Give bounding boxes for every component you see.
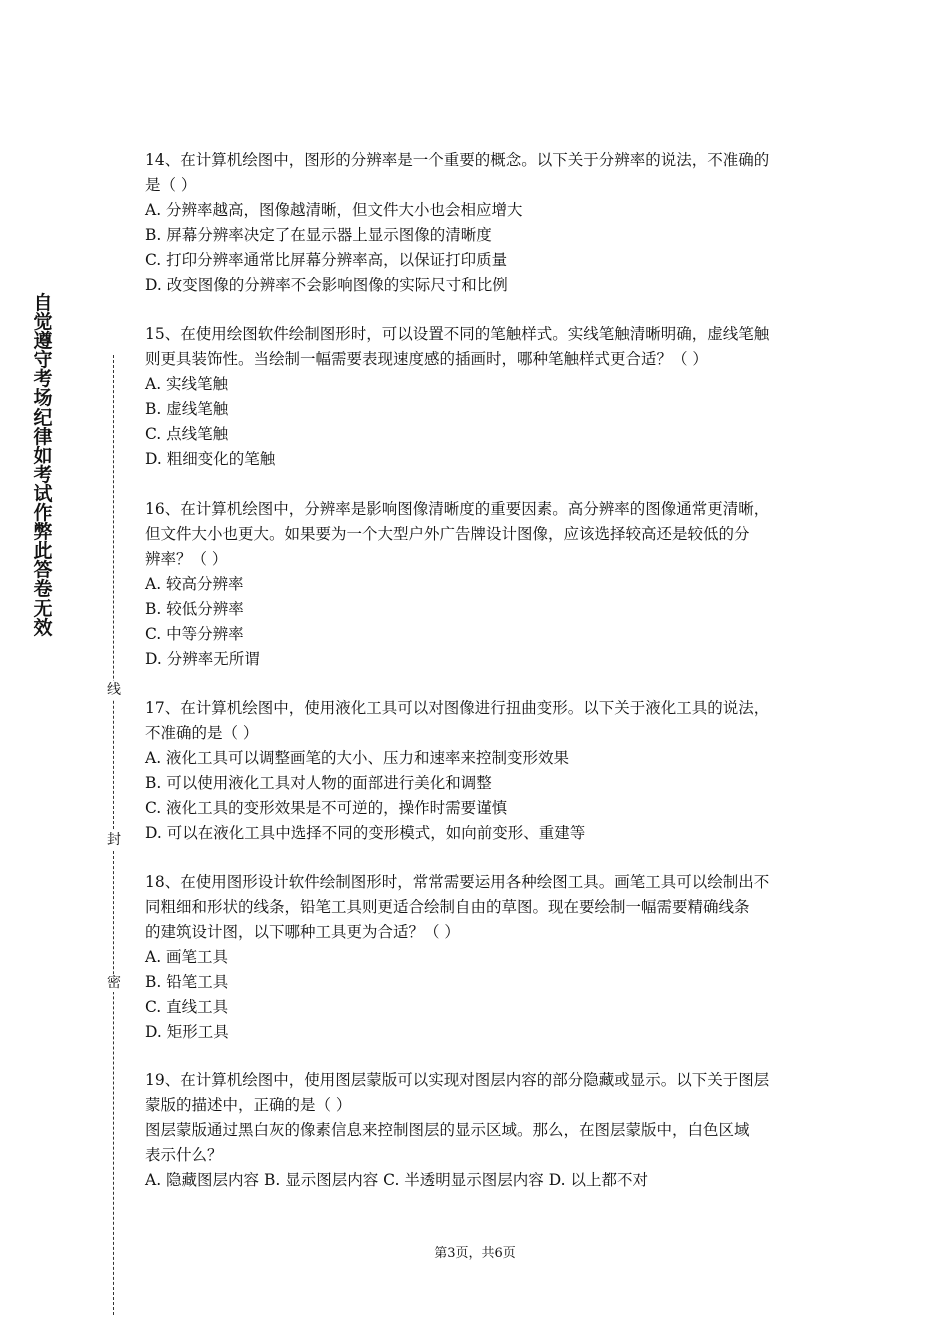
question-stem: 蒙版的描述中，正确的是（ ）	[145, 1096, 352, 1114]
option-b: B. 较低分辨率	[145, 600, 244, 618]
option-d: D. 粗细变化的笔触	[145, 450, 276, 468]
question-stem: 的建筑设计图，以下哪种工具更为合适？（ ）	[145, 923, 460, 941]
question-stem: 16、在计算机绘图中，分辨率是影响图像清晰度的重要因素。高分辨率的图像通常更清晰，	[145, 500, 770, 518]
exam-discipline-warning: 自觉遵守考场纪律如考试作弊此答卷无效	[33, 292, 53, 639]
question-stem: 18、在使用图形设计软件绘制图形时，常常需要运用各种绘图工具。画笔工具可以绘制出不	[145, 873, 770, 891]
question-stem: 14、在计算机绘图中，图形的分辨率是一个重要的概念。以下关于分辨率的说法，不准确的	[145, 151, 770, 169]
option-c: C. 中等分辨率	[145, 625, 244, 643]
question-stem: 但文件大小也更大。如果要为一个大型户外广告牌设计图像，应该选择较高还是较低的分	[145, 525, 750, 543]
option-b: B. 铅笔工具	[145, 973, 229, 991]
question-stem: 15、在使用绘图软件绘制图形时，可以设置不同的笔触样式。实线笔触清晰明确，虚线笔触	[145, 325, 770, 343]
question-14	[145, 148, 810, 298]
option-a: A. 画笔工具	[145, 948, 229, 966]
question-stem: 图层蒙版通过黑白灰的像素信息来控制图层的显示区域。那么，在图层蒙版中，白色区域	[145, 1121, 750, 1139]
page-number-footer: 第3页，共6页	[434, 1246, 516, 1261]
question-19	[145, 1068, 810, 1193]
option-a: A. 液化工具可以调整画笔的大小、压力和速率来控制变形效果	[145, 749, 570, 767]
question-stem: 19、在计算机绘图中，使用图层蒙版可以实现对图层内容的部分隐藏或显示。以下关于图层	[145, 1071, 770, 1089]
option-b: B. 虚线笔触	[145, 400, 229, 418]
option-d: D. 改变图像的分辨率不会影响图像的实际尺寸和比例	[145, 276, 508, 294]
option-c: C. 液化工具的变形效果是不可逆的，操作时需要谨慎	[145, 799, 508, 817]
question-stem: 不准确的是（ ）	[145, 724, 259, 742]
option-c: C. 点线笔触	[145, 425, 229, 443]
binding-label-line: 线	[107, 682, 121, 698]
question-stem: 同粗细和形状的线条，铅笔工具则更适合绘制自由的草图。现在要绘制一幅需要精确线条	[145, 898, 750, 916]
question-stem: 则更具装饰性。当绘制一幅需要表现速度感的插画时，哪种笔触样式更合适？（ ）	[145, 350, 708, 368]
option-a: A. 分辨率越高，图像越清晰，但文件大小也会相应增大	[145, 201, 523, 219]
question-17	[145, 696, 810, 846]
option-c: C. 直线工具	[145, 998, 229, 1016]
question-15	[145, 322, 810, 472]
question-stem: 17、在计算机绘图中，使用液化工具可以对图像进行扭曲变形。以下关于液化工具的说法，	[145, 699, 770, 717]
option-b: B. 可以使用液化工具对人物的面部进行美化和调整	[145, 774, 492, 792]
option-d: D. 分辨率无所谓	[145, 650, 260, 668]
binding-label-seal: 封	[107, 832, 121, 848]
option-c: C. 打印分辨率通常比屏幕分辨率高，以保证打印质量	[145, 251, 508, 269]
option-d: D. 可以在液化工具中选择不同的变形模式，如向前变形、重建等	[145, 824, 586, 842]
options-inline: A. 隐藏图层内容 B. 显示图层内容 C. 半透明显示图层内容 D. 以上都不对	[145, 1171, 648, 1189]
option-a: A. 实线笔触	[145, 375, 229, 393]
option-a: A. 较高分辨率	[145, 575, 244, 593]
option-d: D. 矩形工具	[145, 1023, 229, 1041]
option-b: B. 屏幕分辨率决定了在显示器上显示图像的清晰度	[145, 226, 492, 244]
question-stem: 辨率？（ ）	[145, 550, 228, 568]
question-stem: 表示什么？	[145, 1146, 223, 1164]
question-18	[145, 870, 810, 1045]
question-16	[145, 497, 810, 672]
binding-label-secret: 密	[107, 975, 121, 991]
question-stem: 是（ ）	[145, 176, 197, 194]
